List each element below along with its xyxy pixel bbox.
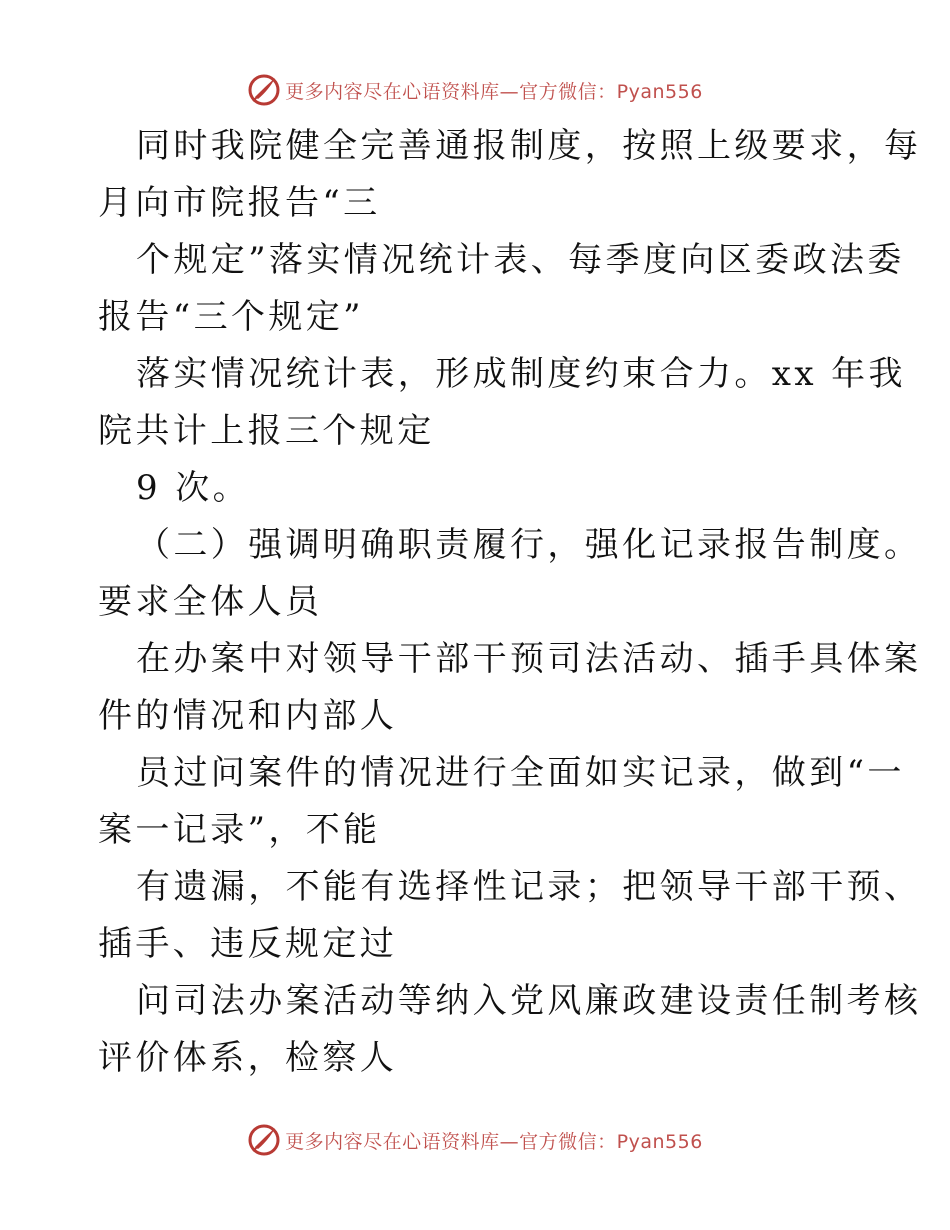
text-line: 月向市院报告“三 [98,183,381,223]
text-line: 要求全体人员 [98,582,323,622]
document-body [98,118,922,1087]
footer-watermark-banner [0,1120,950,1160]
footer-watermark-text: 更多内容尽在心语资料库—官方微信：Pyan556 [285,1130,703,1153]
header-watermark-banner [0,70,950,110]
text-line: 问司法办案活动等纳入党风廉政建设责任制考核 [136,981,922,1021]
text-line: 插手、违反规定过 [98,924,398,964]
text-line: 案一记录”，不能 [98,810,381,850]
text-line: 同时我院健全完善通报制度，按照上级要求，每 [136,126,922,166]
section-heading: （二）强调明确职责履行，强化记录报告制度。 [136,525,922,565]
text-line: 有遗漏，不能有选择性记录；把领导干部干预、 [136,867,922,907]
text-line: 件的情况和内部人 [98,696,398,736]
text-line: 个规定”落实情况统计表、每季度向区委政法委 [136,240,905,280]
text-line: 院共计上报三个规定 [98,411,435,451]
text-line: 评价体系，检察人 [98,1038,398,1078]
header-watermark-text: 更多内容尽在心语资料库—官方微信：Pyan556 [285,80,703,103]
quill-logo-icon [247,73,281,107]
text-line: 9 次。 [136,468,251,508]
text-line: 落实情况统计表，形成制度约束合力。xx 年我 [136,354,906,394]
text-line: 员过问案件的情况进行全面如实记录，做到“一 [136,753,905,793]
quill-logo-icon [247,1123,281,1157]
text-line: 报告“三个规定” [98,297,364,337]
text-line: 在办案中对领导干部干预司法活动、插手具体案 [136,639,922,679]
